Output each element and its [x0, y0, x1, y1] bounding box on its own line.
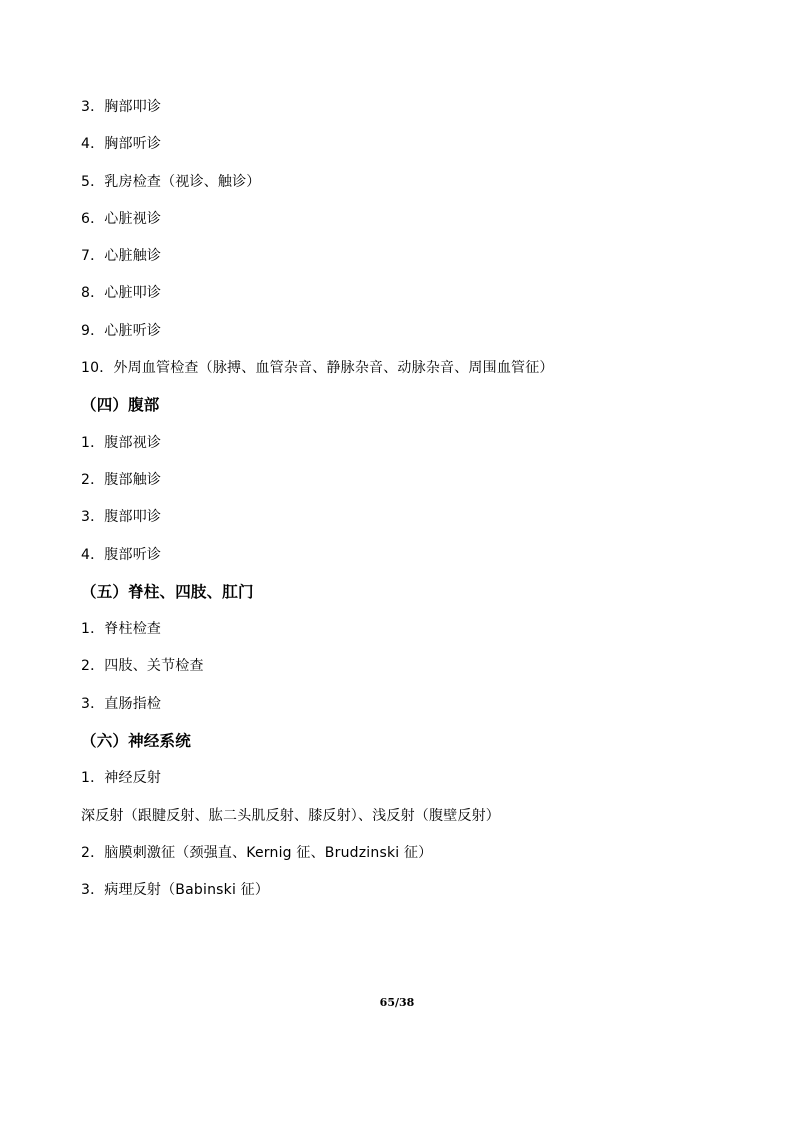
- list-item-rectal-exam: 3．直肠指检: [81, 695, 162, 712]
- page-number: 65/38: [379, 996, 415, 1009]
- section-heading-spine-limbs-anus: （五）脊柱、四肢、肛门: [81, 582, 254, 601]
- list-item-heart-percussion: 8．心脏叩诊: [81, 285, 162, 302]
- section-heading-abdomen: （四）腹部: [81, 396, 160, 415]
- list-item-heart-inspection: 6．心脏视诊: [81, 210, 162, 227]
- list-item-pathological-reflex: 3．病理反射（Babinski 征）: [81, 882, 270, 899]
- document-body: [81, 96, 721, 917]
- list-item-spine-exam: 1．脊柱检查: [81, 621, 162, 638]
- list-item-abdomen-auscultation: 4．腹部听诊: [81, 546, 162, 563]
- list-item-chest-percussion: 3．胸部叩诊: [81, 99, 162, 115]
- paragraph-reflex-details: 深反射（跟腱反射、肱二头肌反射、膝反射）、浅反射（腹壁反射）: [81, 807, 500, 824]
- list-item-chest-auscultation: 4．胸部听诊: [81, 136, 162, 153]
- list-item-abdomen-inspection: 1．腹部视诊: [81, 434, 162, 451]
- list-item-meningeal-signs: 2．脑膜刺激征（颈强直、Kernig 征、Brudzinski 征）: [81, 844, 433, 861]
- list-item-peripheral-vascular: 10．外周血管检查（脉搏、血管杂音、静脉杂音、动脉杂音、周围血管征）: [81, 360, 554, 377]
- list-item-abdomen-palpation: 2．腹部触诊: [81, 471, 162, 488]
- list-item-heart-palpation: 7．心脏触诊: [81, 248, 162, 265]
- list-item-heart-auscultation: 9．心脏听诊: [81, 322, 162, 339]
- list-item-limbs-joints: 2．四肢、关节检查: [81, 658, 204, 675]
- section-heading-nervous-system: （六）神经系统: [81, 732, 191, 751]
- list-item-nerve-reflex: 1．神经反射: [81, 770, 162, 787]
- list-item-breast-exam: 5．乳房检查（视诊、触诊）: [81, 173, 261, 190]
- list-item-abdomen-percussion: 3．腹部叩诊: [81, 509, 162, 526]
